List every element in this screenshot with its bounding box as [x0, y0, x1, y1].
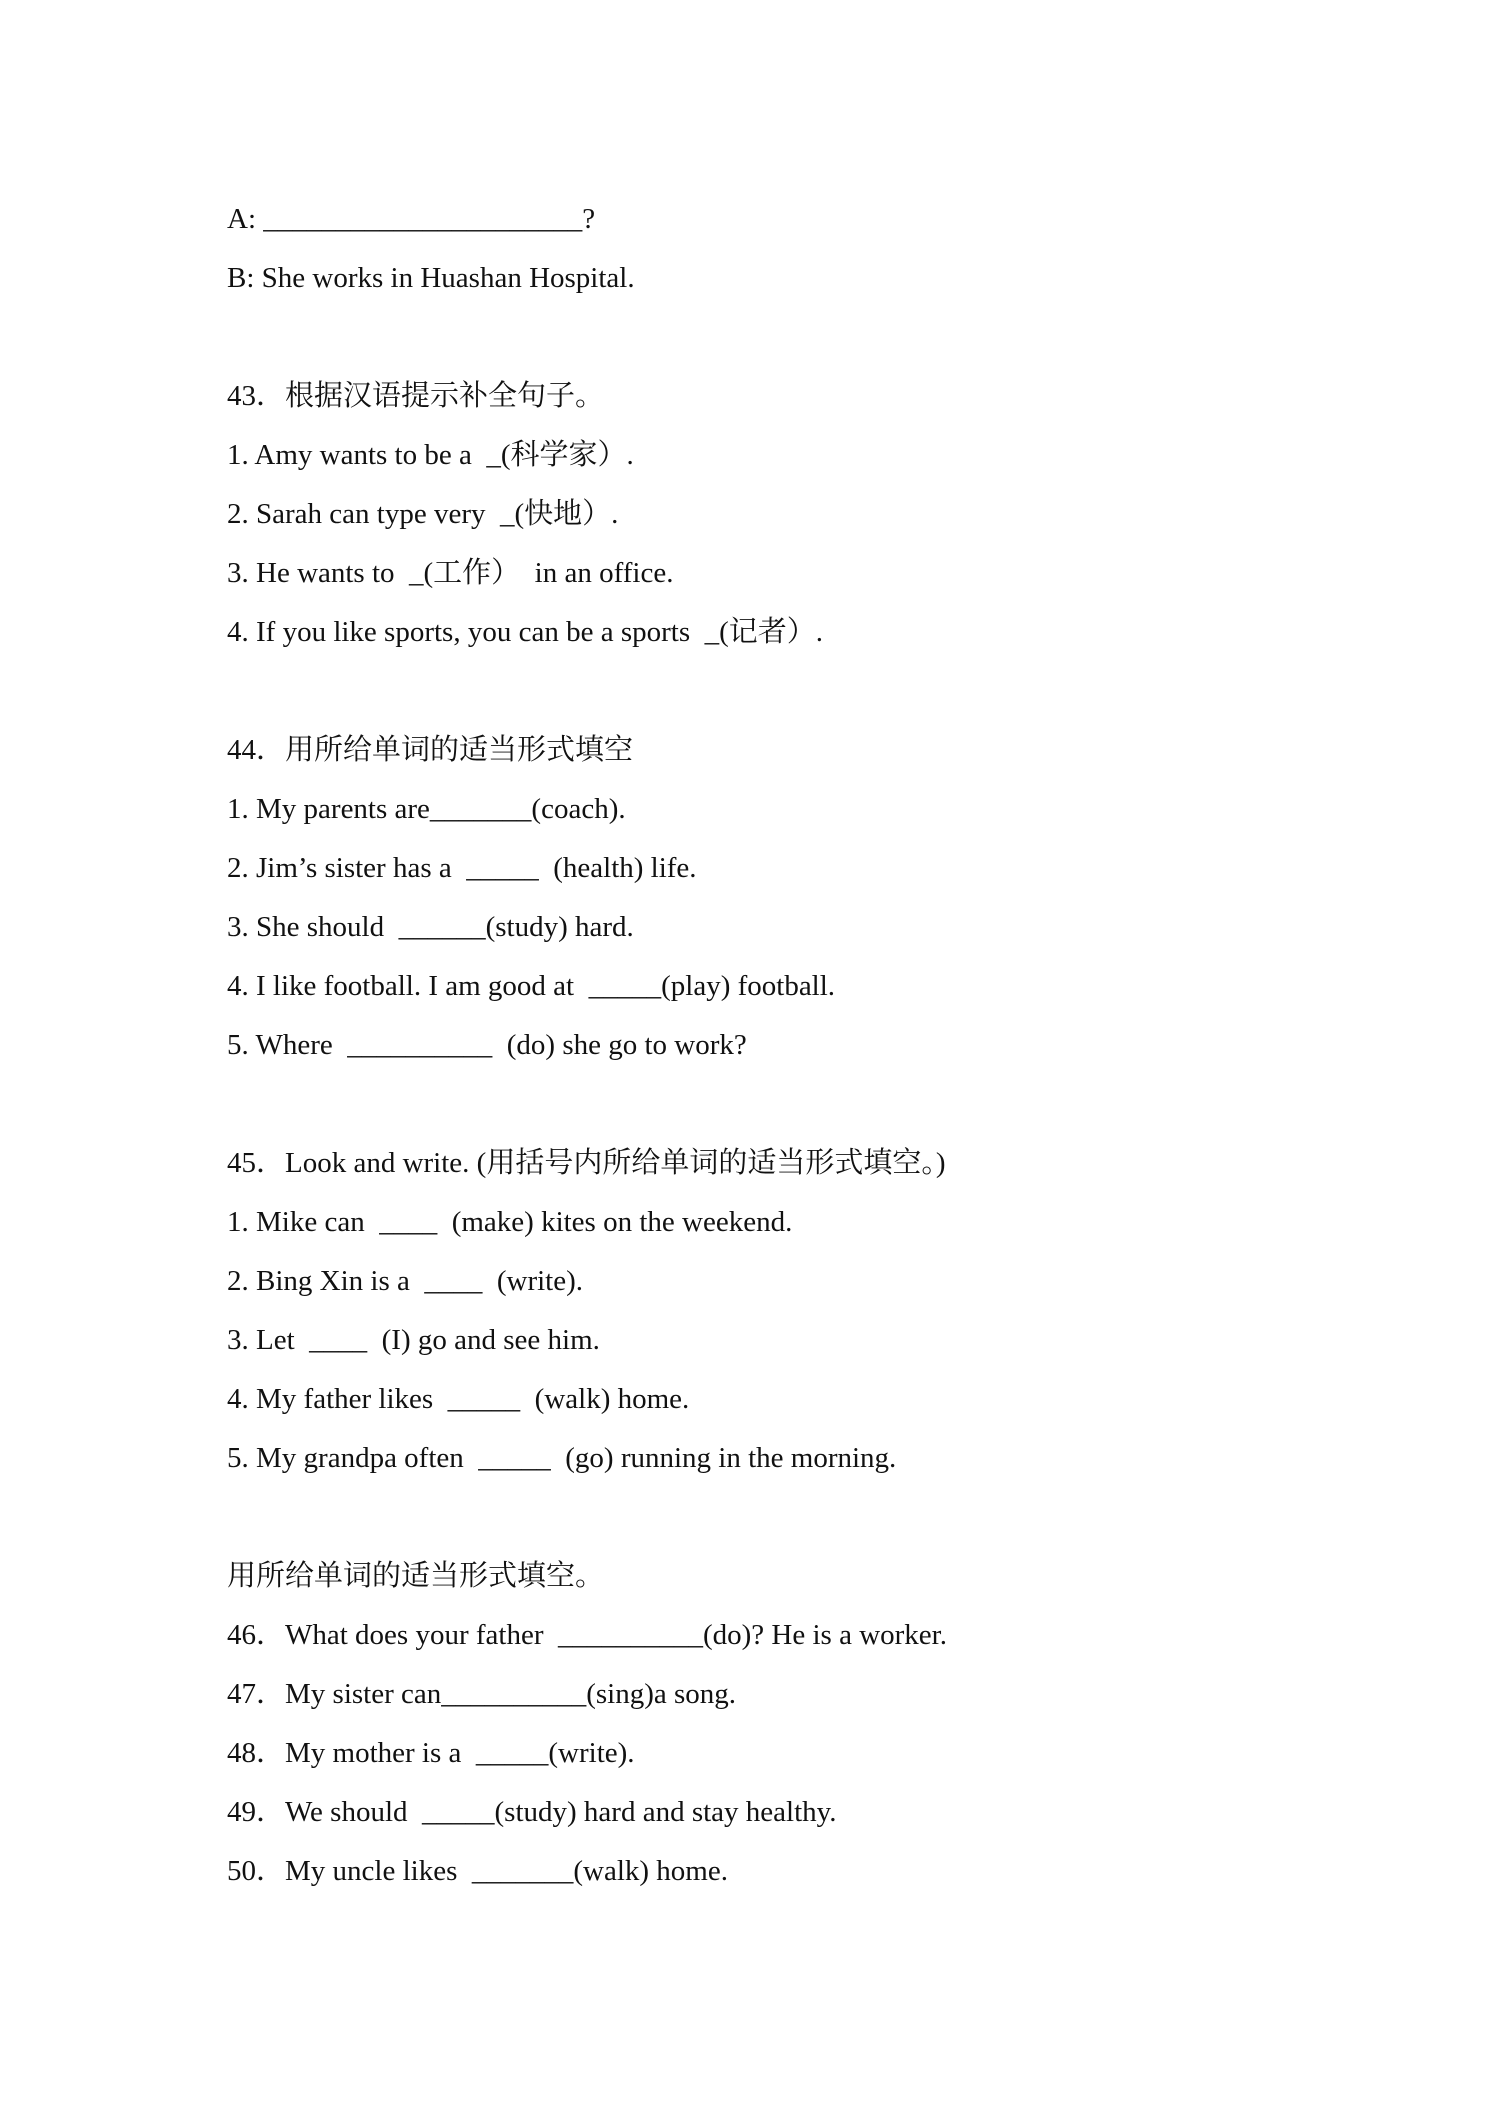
dialog-line-b: B: She works in Huashan Hospital.	[227, 262, 635, 294]
dialog-line-a: A: ______________________?	[227, 203, 596, 235]
question-item: 48．My mother is a _____(write).	[227, 1737, 635, 1769]
question-item: 2. Sarah can type very _(快地）.	[227, 498, 619, 530]
question-heading: 44．用所给单词的适当形式填空	[227, 734, 634, 766]
dialog-section	[227, 190, 1327, 308]
question-item: 3. He wants to _(工作） in an office.	[227, 557, 674, 589]
spacer	[227, 1075, 1327, 1134]
question-item: 3. Let ____ (I) go and see him.	[227, 1324, 600, 1356]
question-item: 4. My father likes _____ (walk) home.	[227, 1383, 690, 1415]
question-item: 3. She should ______(study) hard.	[227, 911, 634, 943]
question-item: 50．My uncle likes _______(walk) home.	[227, 1855, 728, 1887]
question-44	[227, 721, 1327, 1075]
question-item: 47．My sister can__________(sing)a song.	[227, 1678, 737, 1710]
question-item: 49．We should _____(study) hard and stay healthy.	[227, 1796, 837, 1828]
worksheet-content	[227, 190, 1327, 1901]
spacer	[227, 662, 1327, 721]
spacer	[227, 308, 1327, 367]
questions-46-50	[227, 1547, 1327, 1901]
question-item: 4. If you like sports, you can be a sports _(记者）.	[227, 616, 824, 648]
spacer	[227, 1488, 1327, 1547]
question-item: 5. My grandpa often _____ (go) running in the morning.	[227, 1442, 897, 1474]
question-item: 2. Jim’s sister has a _____ (health) life.	[227, 852, 697, 884]
question-heading: 43．根据汉语提示补全句子。	[227, 380, 605, 412]
question-heading: 用所给单词的适当形式填空。	[227, 1560, 605, 1592]
question-item: 1. Amy wants to be a _(科学家）.	[227, 439, 634, 471]
question-item: 4. I like football. I am good at _____(play) football.	[227, 970, 836, 1002]
question-item: 2. Bing Xin is a ____ (write).	[227, 1265, 584, 1297]
question-heading: 45．Look and write. (用括号内所给单词的适当形式填空。)	[227, 1147, 946, 1179]
question-item: 1. Mike can ____ (make) kites on the weekend.	[227, 1206, 793, 1238]
question-45	[227, 1134, 1327, 1488]
question-43	[227, 367, 1327, 662]
question-item: 5. Where __________ (do) she go to work?	[227, 1029, 747, 1061]
question-item: 46．What does your father __________(do)? He is a worker.	[227, 1619, 947, 1651]
question-item: 1. My parents are_______(coach).	[227, 793, 626, 825]
